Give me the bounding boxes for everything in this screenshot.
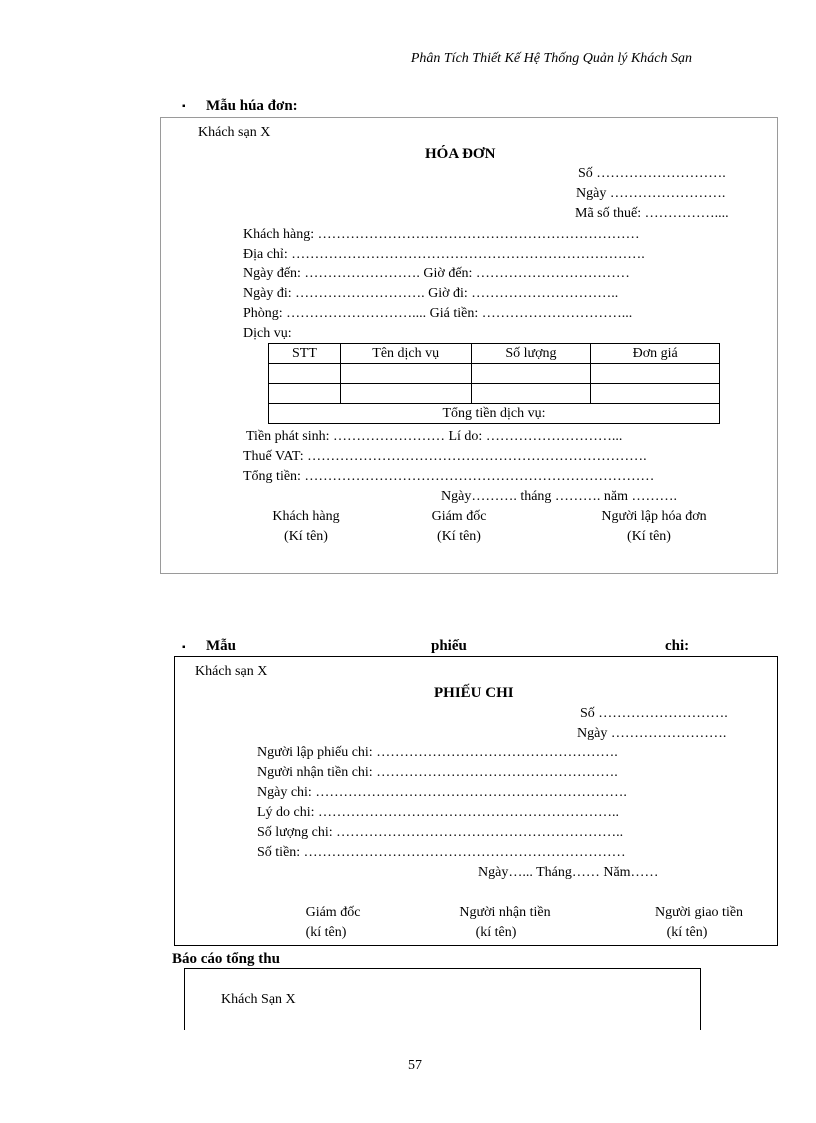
table-cell (591, 364, 720, 384)
invoice-date-line: Ngày………. tháng ………. năm ………. (441, 489, 678, 504)
payment-field: Ngày chi: …………………………………………………………. (257, 785, 627, 800)
report-hotel-name: Khách Sạn X (221, 992, 296, 1007)
signature-note: (kí tên) (305, 925, 347, 940)
payment-field: Người nhận tiền chi: ……………………………………………. (257, 765, 618, 780)
payment-field: Người lập phiếu chi: ……………………………………………. (257, 745, 618, 760)
table-cell (471, 364, 591, 384)
table-cell (591, 384, 720, 404)
payment-number: Số ………………………. (580, 706, 728, 721)
signature-note: (kí tên) (666, 925, 708, 940)
payment-hotel-name: Khách sạn X (195, 664, 268, 679)
bullet-icon: ▪ (182, 642, 186, 653)
signature-role: Người lập hóa đơn (601, 509, 707, 524)
col-header-service-name: Tên dịch vụ (340, 344, 471, 364)
invoice-title: HÓA ĐƠN (425, 146, 496, 162)
table-cell (340, 364, 471, 384)
payment-section-word: Mẫu (206, 638, 236, 654)
services-total-label: Tổng tiền dịch vụ: (269, 404, 720, 424)
signature-role: Khách hàng (272, 509, 340, 524)
payment-field: Số tiền: …………………………………………………………… (257, 845, 626, 860)
table-cell (269, 384, 341, 404)
invoice-room-field: Phòng: ……………………….... Giá tiền: …………………………... (243, 306, 633, 321)
invoice-customer-field: Khách hàng: …………………………………………………………… (243, 227, 640, 242)
invoice-departure-field: Ngày đi: ………………………. Giờ đi: ………………………….. (243, 286, 619, 301)
payment-field: Lý do chi: ……………………………………………………….. (257, 805, 620, 820)
invoice-address-field: Địa chỉ: …………………………………………………………………. (243, 247, 645, 262)
signature-note: (kí tên) (475, 925, 517, 940)
invoice-tax-code: Mã số thuế: …………….... (575, 206, 729, 221)
table-row (269, 384, 720, 404)
col-header-unit-price: Đơn giá (591, 344, 720, 364)
col-header-stt: STT (269, 344, 341, 364)
invoice-vat-field: Thuế VAT: ………………………………………………………………. (243, 449, 647, 464)
bullet-icon: ▪ (182, 101, 186, 112)
signature-note: (Kí tên) (437, 529, 481, 544)
invoice-hotel-name: Khách sạn X (198, 125, 271, 140)
payment-field: Số lượng chi: …………………………………………………….. (257, 825, 624, 840)
invoice-date: Ngày ……………………. (576, 186, 726, 201)
col-header-quantity: Số lượng (471, 344, 591, 364)
payment-date-line: Ngày…... Tháng…… Năm…… (478, 865, 659, 880)
payment-date: Ngày ……………………. (577, 726, 727, 741)
page-number: 57 (408, 1058, 422, 1073)
report-section-title: Báo cáo tổng thu (172, 951, 280, 967)
payment-section-word: chi: (665, 638, 690, 654)
invoice-extra-charge-field: Tiền phát sinh: …………………… Lí do: ………………………... (246, 429, 623, 444)
signature-note: (Kí tên) (284, 529, 328, 544)
invoice-section-title: Mẫu húa đơn: (206, 98, 298, 114)
signature-role: Người nhận tiền (459, 905, 551, 920)
invoice-number: Số ………………………. (578, 166, 726, 181)
invoice-total-field: Tổng tiền: ………………………………………………………………… (243, 469, 655, 484)
table-cell (269, 364, 341, 384)
signature-role: Người giao tiền (654, 905, 744, 920)
table-cell (471, 384, 591, 404)
running-header: Phân Tích Thiết Kế Hệ Thống Quản lý Khách Sạn (410, 51, 692, 66)
signature-role: Giám đốc (305, 905, 361, 920)
table-total-row (269, 404, 720, 424)
signature-note: (Kí tên) (627, 529, 671, 544)
payment-section-word: phiếu (431, 638, 467, 654)
table-row (269, 364, 720, 384)
table-cell (340, 384, 471, 404)
signature-role: Giám đốc (431, 509, 487, 524)
invoice-arrival-field: Ngày đến: ……………………. Giờ đến: …………………………… (243, 266, 630, 281)
services-table (268, 343, 720, 424)
invoice-services-label: Dịch vụ: (243, 326, 292, 341)
payment-title: PHIẾU CHI (434, 685, 514, 701)
table-header-row (269, 344, 720, 364)
